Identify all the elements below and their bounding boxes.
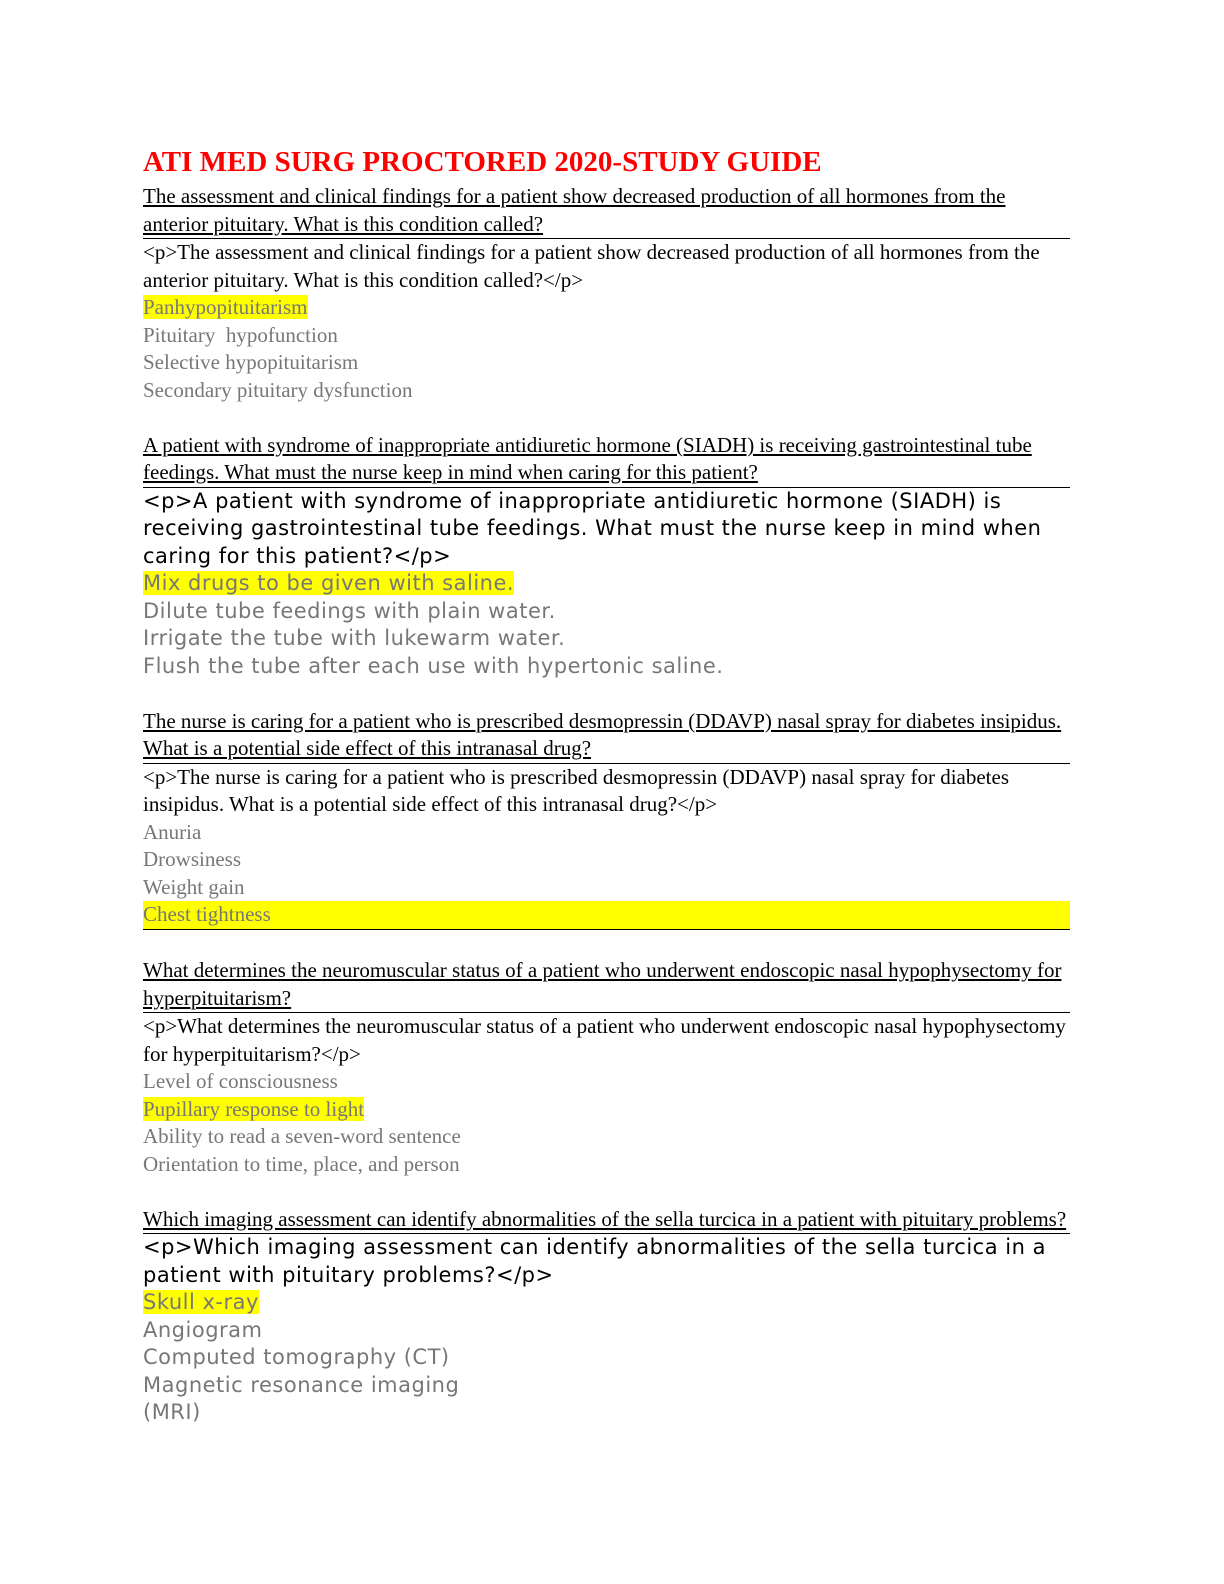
- question-text: [143, 1206, 1070, 1235]
- option-5-a: Skull x-ray: [143, 1290, 259, 1314]
- document-title: ATI MED SURG PROCTORED 2020-STUDY GUIDE: [143, 146, 822, 178]
- question-2-html-echo: <p>A patient with syndrome of inappropriate antidiuretic hormone (SIADH) is receiving gastrointestinal tube feedings. What must the nurse keep in mind when caring for this patient?</p>: [143, 488, 1042, 568]
- question-2-text: A patient with syndrome of inappropriate antidiuretic hormone (SIADH) is receiving gastrointestinal tube feedings. What must the nurse keep in mind when caring for this patient?: [143, 432, 1032, 484]
- question-block-4: [143, 957, 1070, 1178]
- study-guide-page: [143, 145, 1070, 1454]
- question-block-5: [143, 1206, 1070, 1427]
- option-3-c: Weight gain: [143, 874, 245, 899]
- option-2-b: Dilute tube feedings with plain water.: [143, 598, 556, 623]
- question-text: [143, 957, 1070, 1013]
- option-3-d: Chest tightness: [143, 901, 1070, 930]
- question-5-html-echo: <p>Which imaging assessment can identify abnormalities of the sella turcica in a patient with pituitary problems?</p>: [143, 1235, 1046, 1287]
- option-4-b: Pupillary response to light: [143, 1096, 365, 1121]
- option-5-b: Angiogram: [143, 1317, 263, 1342]
- question-block-2: [143, 432, 1070, 681]
- option-1-a: Panhypopituitarism: [143, 295, 308, 319]
- question-3-html-echo: <p>The nurse is caring for a patient who is prescribed desmopressin (DDAVP) nasal spray for diabetes insipidus. What is a potential side effect of this intranasal drug?</p>: [143, 764, 1009, 816]
- option-4-d: Orientation to time, place, and person: [143, 1151, 460, 1176]
- question-5-text: Which imaging assessment can identify abnormalities of the sella turcica in a patient with pituitary problems?: [143, 1206, 1067, 1231]
- option-1-c: Selective hypopituitarism: [143, 350, 359, 374]
- option-2-a: Mix drugs to be given with saline.: [143, 571, 515, 595]
- question-1-html-echo: <p>The assessment and clinical findings for a patient show decreased production of all hormones from the anterior pituitary. What is this condition called?</p>: [143, 240, 1040, 292]
- question-3-text: The nurse is caring for a patient who is prescribed desmopressin (DDAVP) nasal spray for diabetes insipidus. What is a potential side effect of this intranasal drug?: [143, 708, 1062, 760]
- question-text: [143, 432, 1070, 488]
- question-text: [143, 708, 1070, 764]
- option-3-b: Drowsiness: [143, 847, 241, 871]
- question-block-3: [143, 708, 1070, 930]
- question-4-html-echo: <p>What determines the neuromuscular status of a patient who underwent endoscopic nasal hypophysectomy for hyperpituitarism?</p>: [143, 1014, 1066, 1066]
- option-4-a: Level of consciousness: [143, 1069, 338, 1093]
- option-2-c: Irrigate the tube with lukewarm water.: [143, 626, 566, 650]
- question-4-text: What determines the neuromuscular status of a patient who underwent endoscopic nasal hypophysectomy for hyperpituitarism?: [143, 958, 1062, 1010]
- question-text: [143, 183, 1070, 239]
- option-5-c: Computed tomography (CT): [143, 1345, 450, 1369]
- option-5-d: Magnetic resonance imaging (MRI): [143, 1372, 460, 1424]
- option-2-d: Flush the tube after each use with hypertonic saline.: [143, 653, 724, 678]
- option-3-a: Anuria: [143, 819, 202, 844]
- question-block-1: [143, 183, 1070, 404]
- option-4-c: Ability to read a seven-word sentence: [143, 1124, 461, 1148]
- option-1-b: Pituitary hypofunction: [143, 322, 338, 347]
- question-1-text: The assessment and clinical findings for a patient show decreased production of all hormones from the anterior pituitary. What is this condition called?: [143, 184, 1006, 236]
- option-1-d: Secondary pituitary dysfunction: [143, 377, 413, 402]
